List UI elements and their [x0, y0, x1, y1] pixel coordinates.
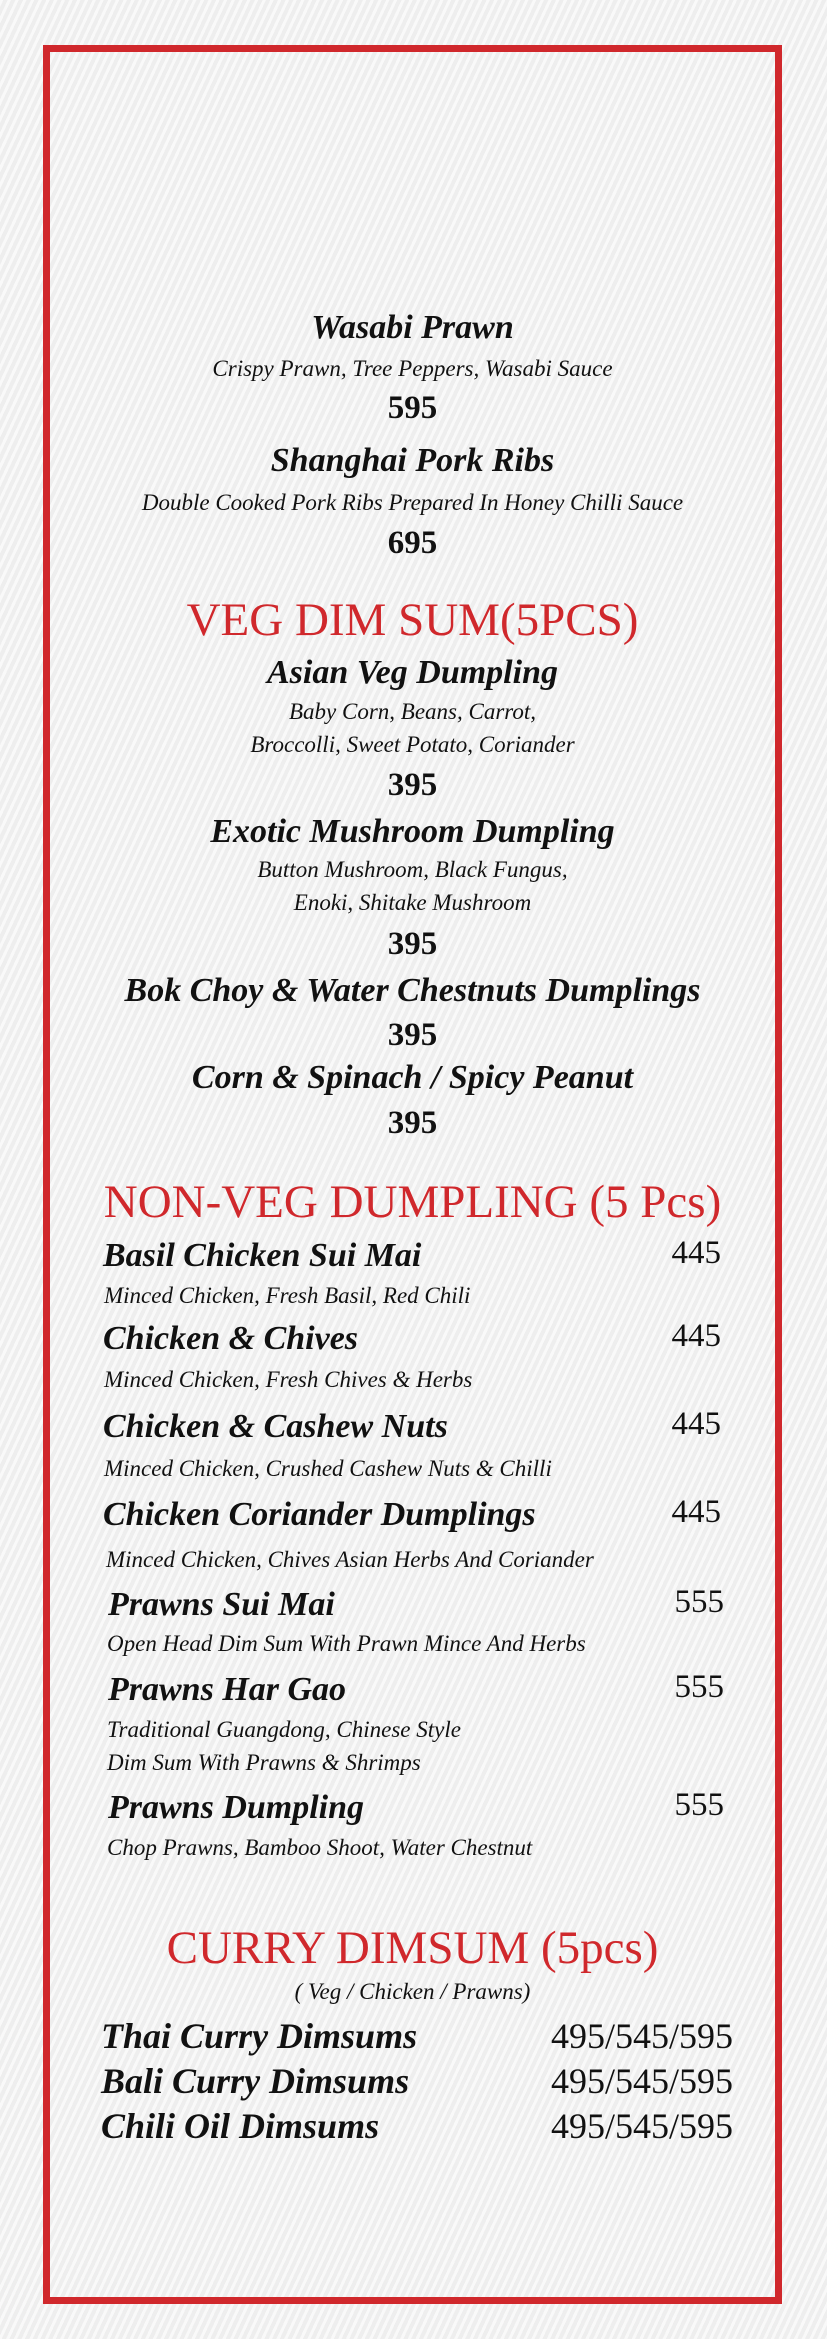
item-price: 445 — [671, 1235, 721, 1271]
section-heading-curry: CURRY DIMSUM (5pcs) — [166, 1922, 659, 1974]
item-price: 445 — [671, 1406, 721, 1442]
section-heading-nonveg: NON-VEG DUMPLING (5 Pcs) — [103, 1176, 722, 1228]
item-name: Basil Chicken Sui Mai — [103, 1237, 422, 1274]
item-description: Minced Chicken, Fresh Chives & Herbs — [104, 1367, 473, 1392]
item-price: 495/545/595 — [550, 2061, 733, 2101]
item-description: Enoki, Shitake Mushroom — [293, 890, 532, 915]
item-price: 495/545/595 — [550, 2016, 733, 2056]
item-description: Minced Chicken, Crushed Cashew Nuts & Chilli — [104, 1456, 552, 1481]
item-name: Prawns Dumpling — [108, 1789, 365, 1826]
item-description: Traditional Guangdong, Chinese Style — [107, 1717, 461, 1742]
item-name: Thai Curry Dimsums — [101, 2016, 418, 2056]
item-price: 555 — [674, 1584, 724, 1620]
item-price: 395 — [387, 1105, 438, 1141]
item-price: 595 — [387, 390, 438, 426]
item-description: Open Head Dim Sum With Prawn Mince And Herbs — [107, 1631, 586, 1656]
item-price: 395 — [387, 767, 438, 803]
item-name: Prawns Har Gao — [108, 1671, 347, 1708]
item-price: 445 — [671, 1318, 721, 1354]
item-price: 395 — [387, 926, 438, 962]
item-name: Chili Oil Dimsums — [101, 2106, 380, 2146]
item-price: 395 — [387, 1017, 438, 1053]
item-name: Asian Veg Dumpling — [267, 654, 558, 691]
item-name: Exotic Mushroom Dumpling — [210, 813, 615, 850]
section-heading-veg: VEG DIM SUM(5PCS) — [186, 594, 639, 646]
item-description: Minced Chicken, Chives Asian Herbs And Coriander — [106, 1547, 594, 1572]
item-description: Crispy Prawn, Tree Peppers, Wasabi Sauce — [212, 356, 613, 381]
item-name: Chicken & Chives — [103, 1320, 359, 1357]
item-description: Button Mushroom, Black Fungus, — [257, 857, 568, 882]
item-name: Corn & Spinach / Spicy Peanut — [191, 1059, 634, 1096]
item-name: Chicken Coriander Dumplings — [103, 1496, 536, 1533]
item-description: Minced Chicken, Fresh Basil, Red Chili — [104, 1283, 471, 1308]
item-name: Prawns Sui Mai — [108, 1586, 335, 1623]
item-name: Chicken & Cashew Nuts — [103, 1408, 448, 1445]
item-price: 555 — [674, 1787, 724, 1823]
item-name: Shanghai Pork Ribs — [270, 442, 555, 479]
section-subheading: ( Veg / Chicken / Prawns) — [294, 1979, 531, 2004]
item-description: Dim Sum With Prawns & Shrimps — [107, 1750, 421, 1775]
item-name: Wasabi Prawn — [311, 309, 514, 346]
item-description: Double Cooked Pork Ribs Prepared In Honey Chilli Sauce — [141, 490, 684, 515]
item-description: Baby Corn, Beans, Carrot, — [288, 699, 537, 724]
item-price: 695 — [387, 525, 438, 561]
item-description: Chop Prawns, Bamboo Shoot, Water Chestnut — [107, 1835, 533, 1860]
item-name: Bali Curry Dimsums — [101, 2061, 410, 2101]
item-name: Bok Choy & Water Chestnuts Dumplings — [124, 972, 701, 1009]
item-price: 555 — [674, 1669, 724, 1705]
item-price: 445 — [671, 1494, 721, 1530]
item-price: 495/545/595 — [550, 2106, 733, 2146]
item-description: Broccolli, Sweet Potato, Coriander — [250, 732, 575, 757]
